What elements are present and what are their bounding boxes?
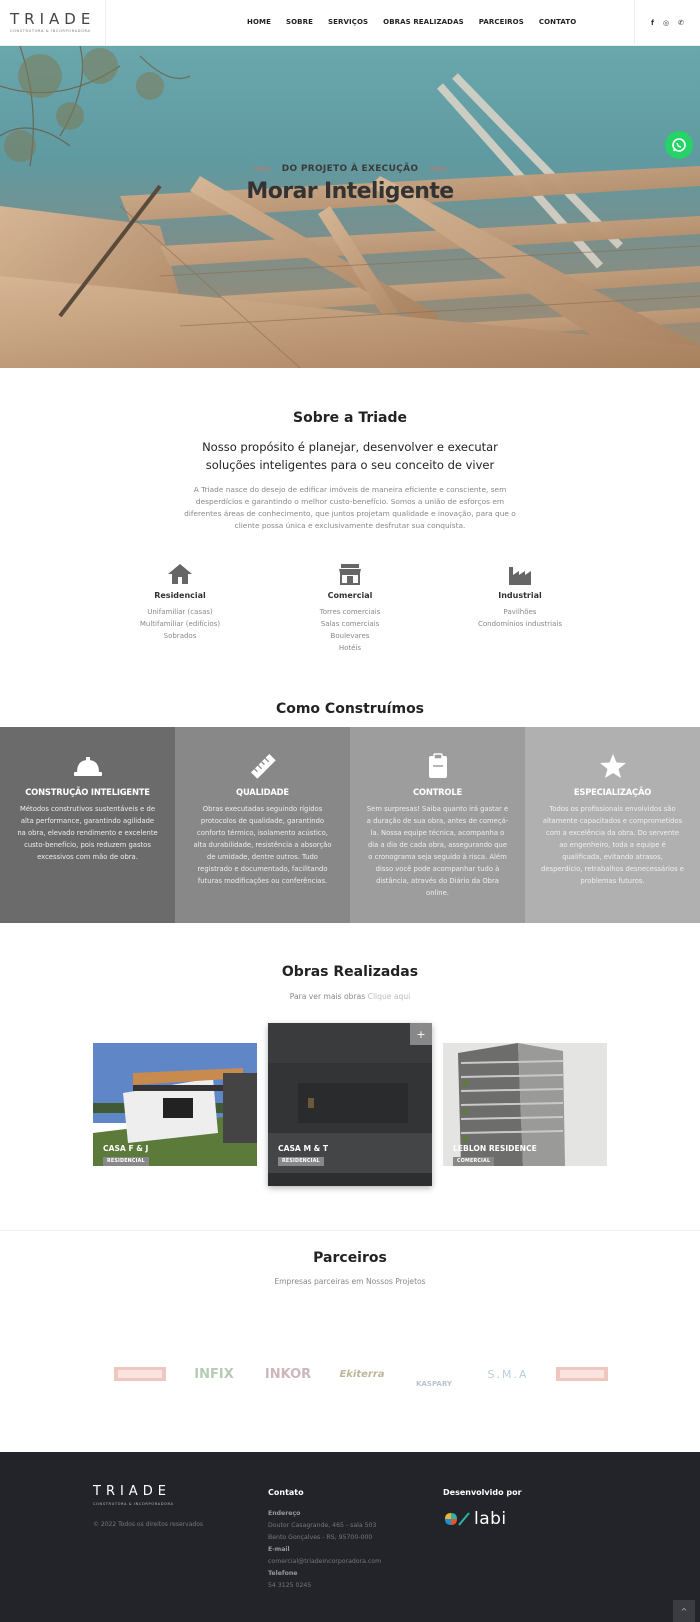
footer-contact: [268, 1508, 381, 1592]
how-title: Como Construímos: [275, 701, 425, 717]
factory-icon: [508, 565, 532, 585]
partner-logo-ekiterra[interactable]: [334, 1362, 390, 1386]
segment-item: Torres comerciais: [319, 608, 381, 616]
segment-title: Industrial: [498, 591, 542, 600]
ruler-icon: [249, 753, 277, 779]
developer-name: labi: [474, 1509, 507, 1529]
segment-title: Comercial: [327, 591, 373, 600]
segment-item: Condomínios industriais: [478, 620, 562, 628]
segment-residencial: [95, 563, 265, 654]
about-body: A Triade nasce do desejo de edificar imóveis de maneira eficiente e consciente, sem desperdícios e garantindo o melhor custo-benefício. Somos a união de esforços em diferentes áreas de conhecimento, que juntos projetam qualidade e inovação, para que o cliente possa única e exclusivamente desfrutar sua conquista.: [184, 485, 516, 530]
nav-home[interactable]: HOME: [247, 18, 271, 26]
partners-title: Parceiros: [313, 1250, 387, 1266]
hero-banner: [0, 46, 700, 368]
how-col-title: CONSTRUÇÃO INTELIGENTE: [25, 787, 150, 797]
segments-list: [95, 563, 605, 654]
site-footer: [0, 1452, 700, 1622]
partner-logo-inkor[interactable]: [260, 1362, 316, 1386]
partner-name: Ekiterra: [339, 1368, 385, 1380]
partners-subtitle: Empresas parceiras em Nossos Projetos: [274, 1277, 426, 1286]
work-name: CASA M & T: [278, 1144, 329, 1153]
store-icon: [338, 563, 362, 585]
brand-name: TRIADE: [10, 10, 96, 28]
hero-eyebrow-text: DO PROJETO À EXECUÇÃO: [281, 164, 419, 174]
back-to-top-button[interactable]: ^: [673, 1600, 695, 1622]
how-col-title: ESPECIALIZAÇÃO: [573, 787, 652, 797]
how-col-title: QUALIDADE: [236, 787, 289, 797]
works-more-link[interactable]: Clique aqui: [367, 992, 411, 1001]
segment-item: Pavilhões: [503, 608, 537, 616]
works-sub-prefix: Para ver mais obras: [289, 992, 366, 1001]
house-icon: [167, 563, 193, 585]
work-name: CASA F & J: [103, 1144, 149, 1153]
partner-logo-kaspary[interactable]: [406, 1358, 462, 1388]
partner-logo-image: [114, 1367, 166, 1381]
works-title: Obras Realizadas: [281, 964, 419, 980]
brand-tagline: CONSTRUTORA & INCORPORADORA: [10, 29, 91, 33]
segment-item: Sobrados: [163, 632, 197, 640]
work-card-leblon[interactable]: [443, 1043, 607, 1166]
segment-item: Boulevares: [330, 632, 370, 640]
footer-contact-title: Contato: [268, 1488, 304, 1497]
nav-parceiros[interactable]: PARCEIROS: [478, 18, 524, 26]
segment-item: Multifamiliar (edifícios): [139, 620, 221, 628]
works-subtitle: [0, 992, 700, 1001]
footer-copyright: © 2022 Todos os direitos reservados: [93, 1521, 203, 1528]
labi-logo-icon: [443, 1511, 471, 1527]
nav-servicos[interactable]: SERVIÇOS: [327, 18, 369, 26]
work-tag: COMERCIAL: [453, 1157, 494, 1166]
how-col-text: Obras executadas seguindo rígidos protocolos de qualidade, garantindo conforto térmico, isolamento acústico, alta durabilidade, resistência a absorção de umidade, dentre outros. Tudo registrado e documentado, facilitando futuras modificações ou conferências.: [193, 805, 332, 885]
partner-name: INKOR: [264, 1366, 312, 1382]
email-label: E-mail: [268, 1546, 290, 1553]
star-icon: [599, 753, 627, 779]
work-expand-button[interactable]: +: [410, 1023, 432, 1045]
how-col-especializacao: [525, 727, 700, 923]
segment-item: Hotéis: [338, 644, 362, 652]
eyebrow-bar-right: [430, 167, 446, 171]
footer-brand-name: TRIADE: [93, 1484, 171, 1499]
segment-industrial: [435, 563, 605, 654]
segment-item: Unifamiliar (casas): [147, 608, 213, 616]
clipboard-icon: [428, 753, 448, 779]
partner-logo-7[interactable]: [556, 1362, 608, 1386]
about-title: Sobre a Triade: [293, 410, 407, 426]
partner-name: S.M.A: [487, 1367, 529, 1381]
partner-logo-1[interactable]: [114, 1362, 166, 1386]
hero-image: [0, 46, 700, 368]
how-col-title: CONTROLE: [412, 787, 462, 797]
email-link[interactable]: comercial@triadeincorporadora.com: [268, 1558, 382, 1565]
how-col-text: Métodos construtivos sustentáveis e de alta performance, garantindo agilidade na obra, elevado rendimento e excelente custo-benefício, pois reduzem gastos excessivos com mão de obra.: [17, 805, 158, 861]
work-tag: RESIDENCIAL: [103, 1157, 149, 1166]
work-name: LEBLON RESIDENCE: [453, 1144, 537, 1153]
partner-name: KASPARY: [416, 1380, 452, 1388]
how-col-text: Sem surpresas! Saiba quanto irá gastar e a duração de sua obra, antes de começá-la. Nossa equipe técnica, acompanha o dia a dia de cada obra, assegurando que o cronograma seja seguido à risca. Além disso você pode acompanhar tudo à distância, através do Diário da Obra online.: [366, 805, 509, 897]
partner-logo-sma[interactable]: [482, 1362, 534, 1386]
partner-name: INFIX: [194, 1366, 234, 1382]
segment-item: Salas comerciais: [320, 620, 380, 628]
work-tag: RESIDENCIAL: [278, 1157, 324, 1166]
how-col-construcao: [0, 727, 175, 923]
how-col-text: Todos os profissionais envolvidos são altamente capacitados e comprometidos com a excelência da obra. Do servente ao engenheiro, toda a equipe é qualificada, evitando atrasos, desperdício, retrabalhos desnecessários e problemas futuros.: [541, 805, 684, 885]
about-lead: Nosso propósito é planejar, desenvolver e executar soluções inteligentes para o seu conceito de viver: [202, 440, 498, 472]
hardhat-icon: [73, 755, 103, 779]
instagram-icon[interactable]: ◎: [663, 19, 670, 27]
partner-logo-infix[interactable]: [188, 1362, 240, 1386]
whatsapp-icon[interactable]: ✆: [678, 19, 685, 27]
nav-sobre[interactable]: SOBRE: [285, 18, 313, 26]
how-columns: [0, 727, 700, 923]
how-col-qualidade: [175, 727, 350, 923]
address-line-1: Doutor Casagrande, 465 - sala 503: [268, 1522, 377, 1529]
segment-comercial: [265, 563, 435, 654]
footer-brand-tagline: CONSTRUTORA & INCORPORADORA: [93, 1502, 174, 1506]
brand-logo[interactable]: [0, 0, 106, 46]
social-links: [634, 0, 700, 46]
partner-logo-image: [556, 1367, 608, 1381]
eyebrow-bar-left: [254, 167, 270, 171]
hero-eyebrow: [0, 164, 700, 174]
phone-label: Telefone: [268, 1570, 298, 1577]
address-line-2: Bento Gonçalves - RS, 95700-000: [268, 1534, 373, 1541]
developer-logo[interactable]: [443, 1509, 507, 1529]
work-card-casa-mt[interactable]: [268, 1023, 432, 1186]
how-col-controle: [350, 727, 525, 923]
site-header: [0, 0, 700, 46]
whatsapp-float-button[interactable]: [665, 131, 693, 159]
nav-obras[interactable]: OBRAS REALIZADAS: [383, 18, 464, 26]
phone-link[interactable]: 54 3125 0245: [268, 1582, 312, 1589]
nav-contato[interactable]: CONTATO: [538, 18, 577, 26]
work-card-casa-fj[interactable]: [93, 1043, 257, 1166]
footer-dev-title: Desenvolvido por: [443, 1488, 522, 1497]
main-nav: [247, 18, 576, 26]
hero-title: Morar Inteligente: [246, 179, 454, 204]
segment-title: Residencial: [154, 591, 206, 600]
whatsapp-icon: [671, 137, 687, 153]
address-label: Endereço: [268, 1510, 301, 1517]
facebook-icon[interactable]: f: [650, 19, 655, 27]
